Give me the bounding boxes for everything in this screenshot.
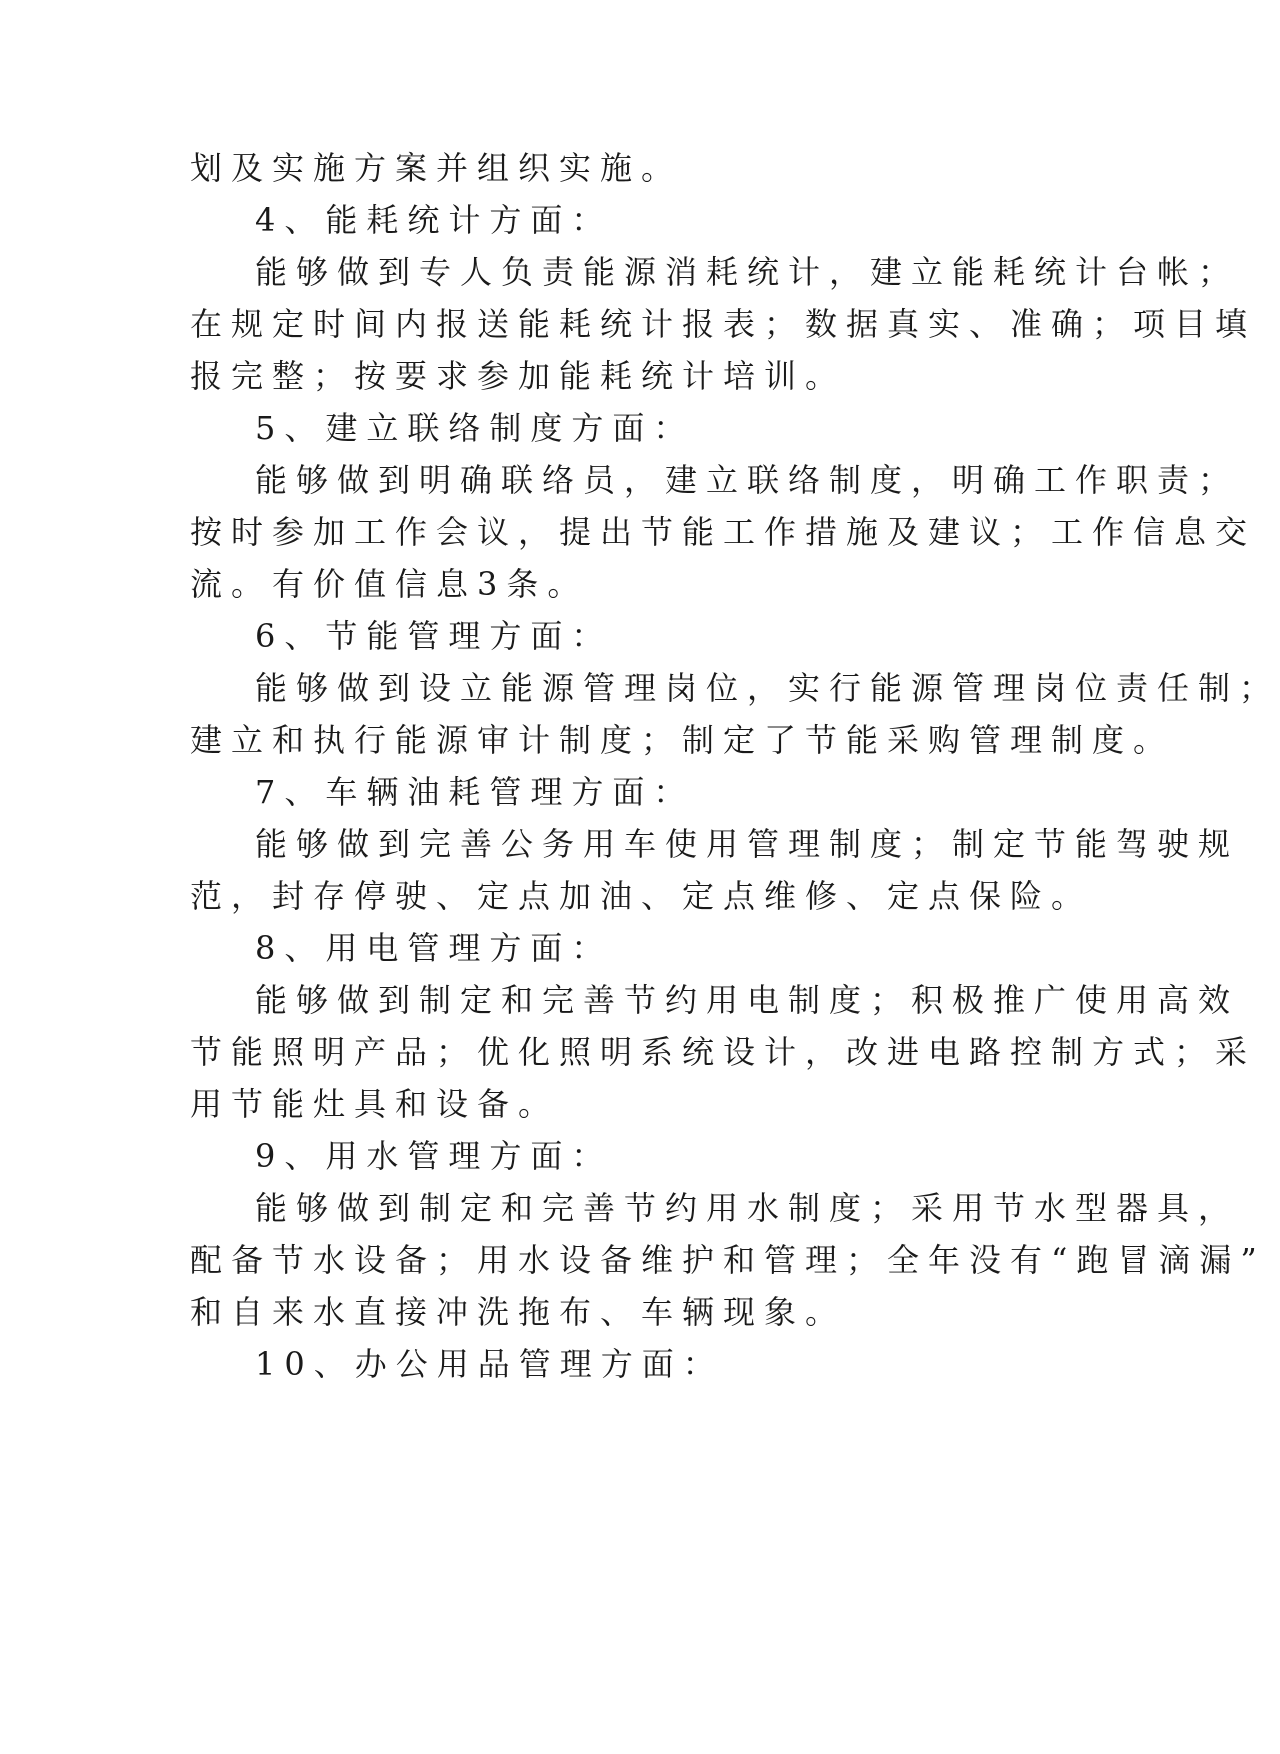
body-text-line: 按时参加工作会议，提出节能工作措施及建议；工作信息交 [190, 513, 1257, 551]
section-heading: 7、车辆油耗管理方面： [255, 773, 695, 811]
body-text-line: 能够做到专人负责能源消耗统计，建立能耗统计台帐； [255, 253, 1240, 291]
body-text-line: 能够做到明确联络员，建立联络制度，明确工作职责； [255, 461, 1240, 499]
body-text-line: 划及实施方案并组织实施。 [190, 149, 683, 187]
body-text-line: 用节能灶具和设备。 [190, 1085, 560, 1123]
section-heading: 4、能耗统计方面： [255, 201, 613, 239]
body-text-line: 范，封存停驶、定点加油、定点维修、定点保险。 [190, 877, 1093, 915]
body-text-line: 能够做到制定和完善节约用电制度；积极推广使用高效 [255, 981, 1240, 1019]
body-text-line: 能够做到设立能源管理岗位，实行能源管理岗位责任制； [255, 669, 1280, 707]
section-heading: 5、建立联络制度方面： [255, 409, 695, 447]
body-text-line: 和自来水直接冲洗拖布、车辆现象。 [190, 1293, 847, 1331]
body-text-line: 报完整；按要求参加能耗统计培训。 [190, 357, 847, 395]
section-heading: 9、用水管理方面： [255, 1137, 613, 1175]
body-text-line: 能够做到完善公务用车使用管理制度；制定节能驾驶规 [255, 825, 1240, 863]
body-text-line: 配备节水设备；用水设备维护和管理；全年没有“跑冒滴漏” [190, 1241, 1266, 1279]
section-heading: 8、用电管理方面： [255, 929, 613, 967]
body-text-line: 建立和执行能源审计制度；制定了节能采购管理制度。 [190, 721, 1175, 759]
body-text-line: 能够做到制定和完善节约用水制度；采用节水型器具， [255, 1189, 1240, 1227]
body-text-line: 在规定时间内报送能耗统计报表；数据真实、准确；项目填 [190, 305, 1257, 343]
body-text-line: 流。有价值信息3条。 [190, 565, 589, 603]
section-heading: 10、办公用品管理方面： [255, 1345, 724, 1383]
section-heading: 6、节能管理方面： [255, 617, 613, 655]
body-text-line: 节能照明产品；优化照明系统设计，改进电路控制方式；采 [190, 1033, 1257, 1071]
